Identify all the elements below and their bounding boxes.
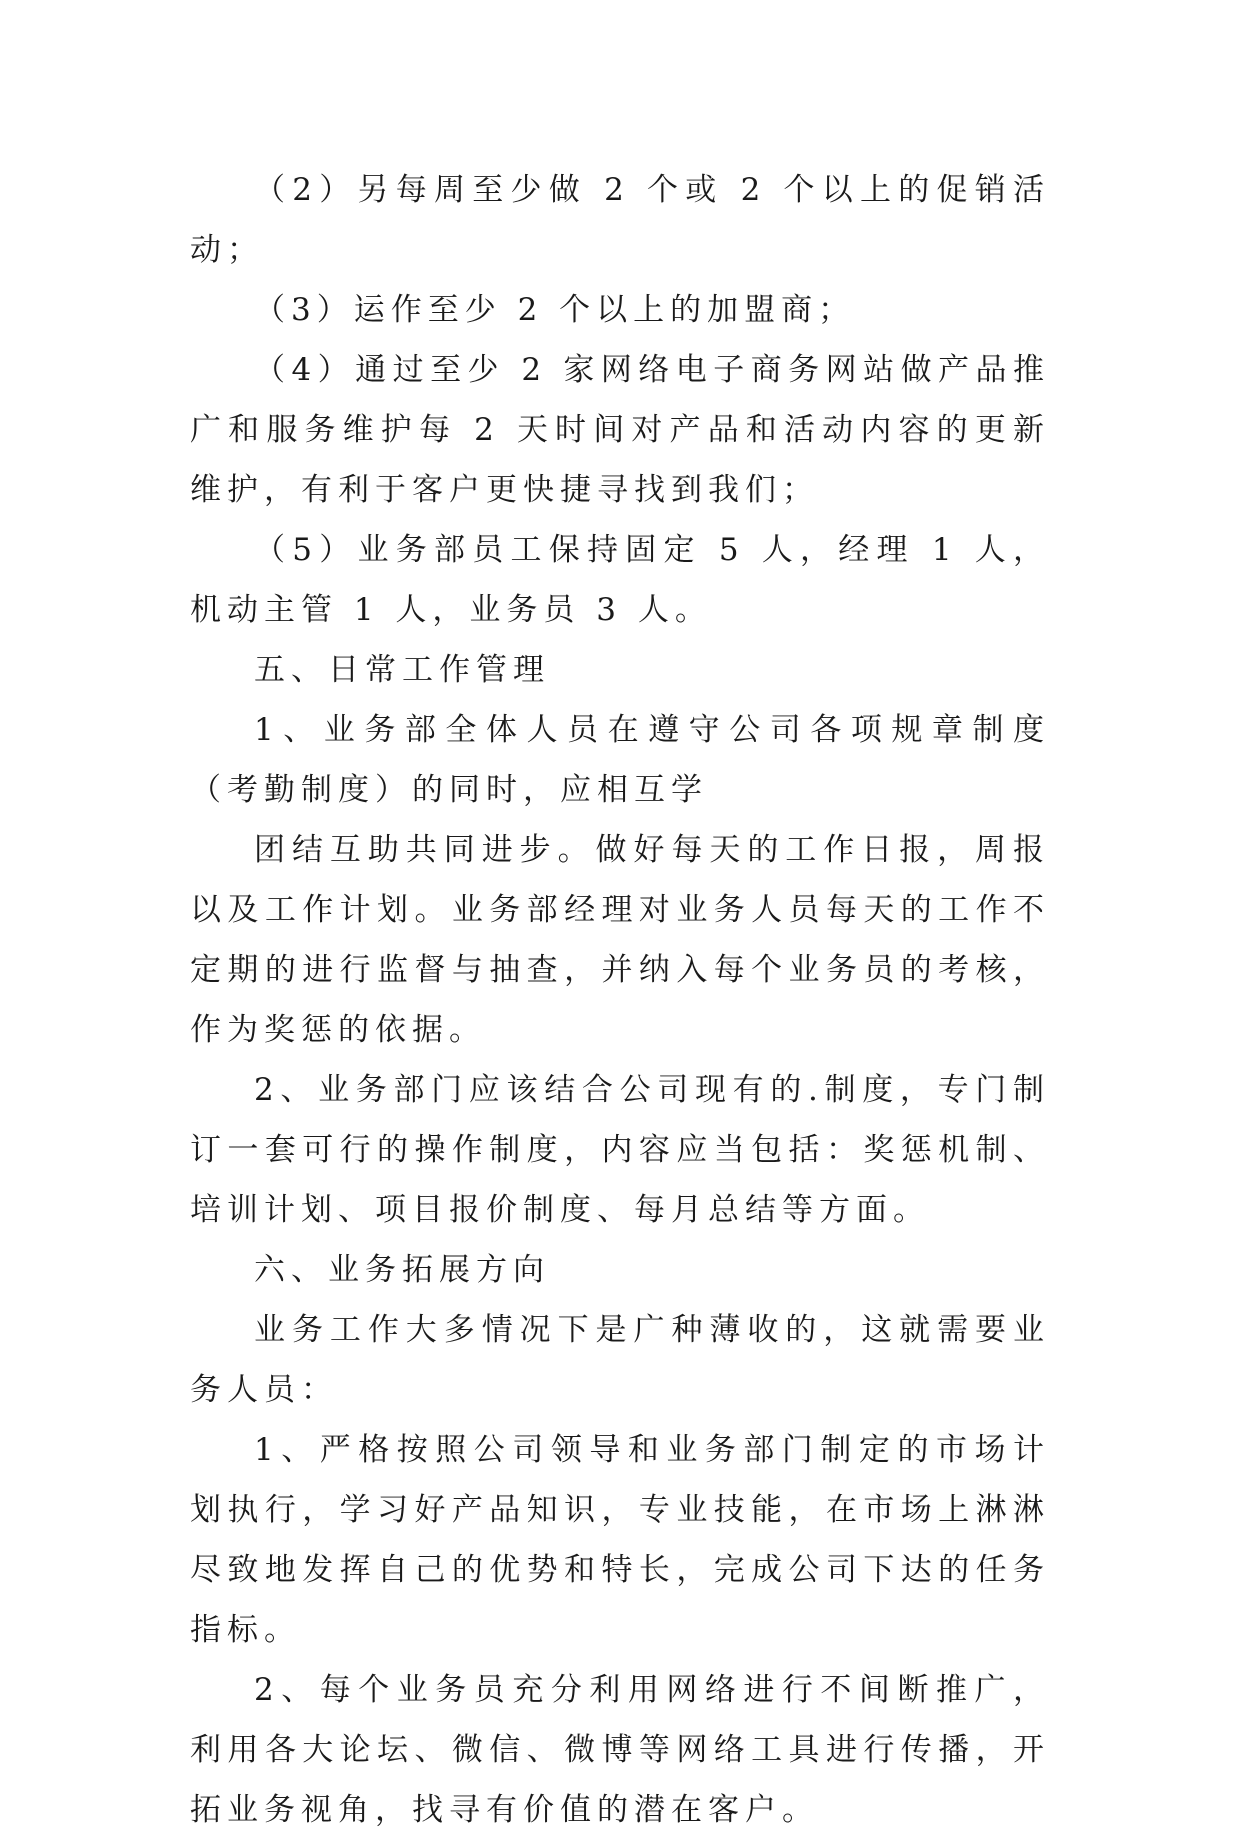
paragraph-item-2-promotions: （2）另每周至少做 2 个或 2 个以上的促销活动；: [190, 172, 1050, 268]
paragraph-online-promotion-channels: 2、每个业务员充分利用网络进行不间断推广，利用各大论坛、微信、微博等网络工具进行传播，开拓业务视角，找寻有价值的潜在客户。: [190, 1672, 1050, 1828]
paragraph-item-3-franchisees: （3）运作至少 2 个以上的加盟商；: [254, 292, 856, 328]
document-body: [190, 160, 1050, 1840]
paragraph-business-intro: 业务工作大多情况下是广种薄收的，这就需要业务人员：: [190, 1312, 1050, 1408]
paragraph-market-plan: 1、严格按照公司领导和业务部门制定的市场计划执行，学习好产品知识，专业技能，在市场上淋淋尽致地发挥自己的优势和特长，完成公司下达的任务指标。: [190, 1432, 1050, 1648]
paragraph-teamwork-reports: 团结互助共同进步。做好每天的工作日报，周报以及工作计划。业务部经理对业务人员每天的工作不定期的进行监督与抽查，并纳入每个业务员的考核，作为奖惩的依据。: [190, 832, 1050, 1048]
section-heading-daily-management: 五、日常工作管理: [254, 652, 550, 688]
paragraph-item-5-staffing: （5）业务部员工保持固定 5 人，经理 1 人，机动主管 1 人，业务员 3 人。: [190, 532, 1050, 628]
paragraph-rules-compliance: 1、业务部全体人员在遵守公司各项规章制度（考勤制度）的同时，应相互学: [190, 712, 1050, 808]
paragraph-item-4-online-promotion: （4）通过至少 2 家网络电子商务网站做产品推广和服务维护每 2 天时间对产品和活动内容的更新维护，有利于客户更快捷寻找到我们；: [190, 352, 1050, 508]
paragraph-operating-system: 2、业务部门应该结合公司现有的.制度，专门制订一套可行的操作制度，内容应当包括：奖惩机制、培训计划、项目报价制度、每月总结等方面。: [190, 1072, 1050, 1228]
section-heading-business-expansion: 六、业务拓展方向: [254, 1252, 550, 1288]
